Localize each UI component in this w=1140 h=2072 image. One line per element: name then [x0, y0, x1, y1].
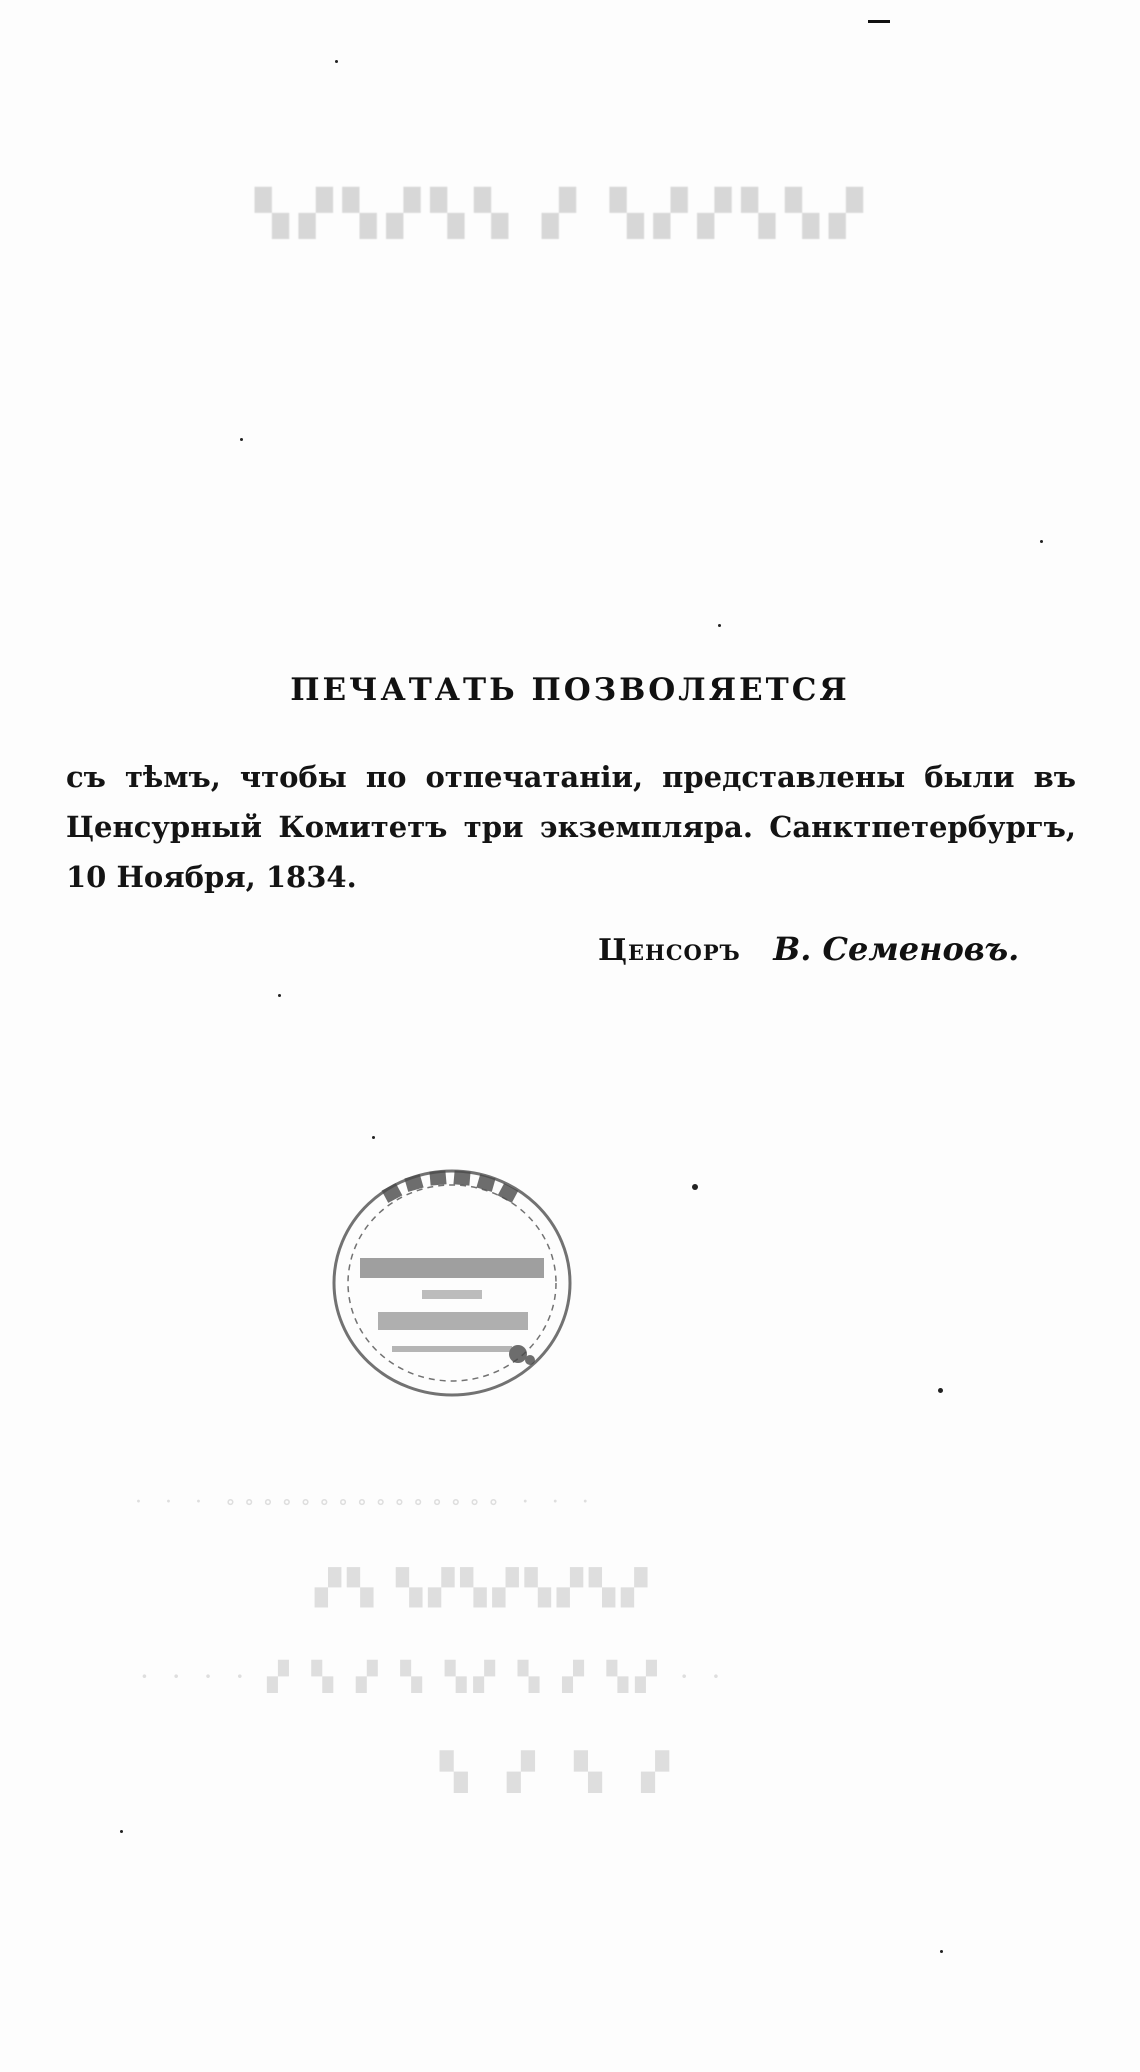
imprimatur-heading: ПЕЧАТАТЬ ПОЗВОЛЯЕТСЯ — [290, 672, 850, 708]
scan-speck — [240, 438, 243, 441]
bleed-through-text: ▞▚ ▚▞▚▞▚▞▚▞ — [315, 1568, 654, 1608]
scan-speck — [940, 1950, 943, 1953]
imprimatur-line: 10 Ноября, 1834. — [66, 860, 357, 894]
bleed-through-text: · · · · ▞ ▚ ▞ ▚ ▚▞ ▚ ▞ ▚▞ · · — [140, 1660, 728, 1693]
bleed-through-text: ▚▞▚▞▚▚ ▞ ▚▞▞▚▚▞ — [255, 188, 873, 239]
top-rule — [868, 20, 890, 23]
scan-speck — [372, 1136, 375, 1139]
scan-speck — [278, 994, 281, 997]
bleed-through-text: ▚ ▞ ▚ ▞ — [440, 1752, 684, 1793]
censor-name: В. Семеновъ. — [773, 930, 1020, 968]
scan-speck — [1040, 540, 1043, 543]
scan-speck — [335, 60, 338, 63]
imprimatur-line: Ценсурный Комитетъ три экземпляра. Санктпетербургъ, — [66, 810, 1076, 844]
scan-speck — [692, 1184, 698, 1190]
imprimatur-text — [66, 752, 1076, 902]
library-stamp-icon — [322, 1158, 582, 1408]
scan-speck — [120, 1830, 123, 1833]
scan-speck — [718, 624, 721, 627]
censor-title: Ценсоръ — [598, 933, 741, 968]
censor-signature — [598, 930, 1019, 968]
bleed-through-ornament: · · · ∘∘∘∘∘∘∘∘∘∘∘∘∘∘∘ · · · — [135, 1490, 597, 1515]
imprimatur-line: съ тѣмъ, чтобы по отпечатаніи, представлены были въ — [66, 760, 1076, 794]
scan-speck — [938, 1388, 943, 1393]
